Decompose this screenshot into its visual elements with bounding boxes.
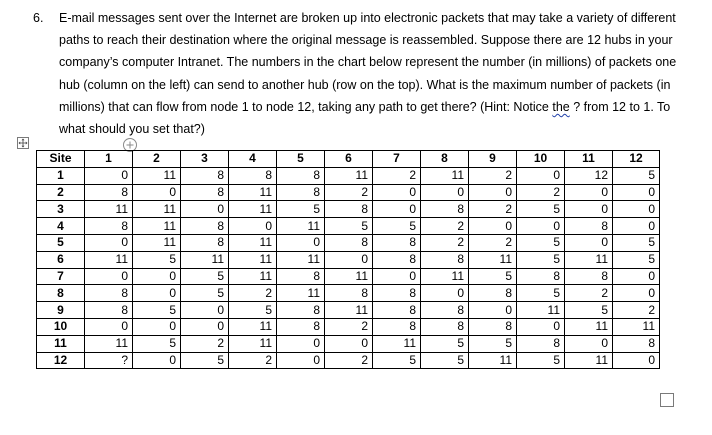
table-cell[interactable]: 0 (133, 352, 181, 369)
table-cell[interactable]: ? (85, 352, 133, 369)
table-cell[interactable]: 0 (373, 201, 421, 218)
table-cell[interactable]: 8 (277, 184, 325, 201)
table-cell[interactable]: 5 (229, 302, 277, 319)
table-cell[interactable]: 8 (517, 335, 565, 352)
table-row (37, 167, 660, 184)
table-cell[interactable]: 11 (565, 251, 613, 268)
row-header-site[interactable]: 2 (37, 184, 85, 201)
table-cell[interactable]: 0 (277, 352, 325, 369)
table-cell[interactable]: 11 (229, 201, 277, 218)
table-cell[interactable]: 8 (373, 302, 421, 319)
question-number: 6. (33, 11, 44, 25)
table-cell[interactable]: 0 (469, 302, 517, 319)
table-cell[interactable]: 11 (613, 318, 660, 335)
question-text-part-1: E-mail messages sent over the Internet are broken up into electronic packets that may take a variety of different paths to reach their destination where the original message is reassembled. Suppose there are 12 hubs in your company’s computer Intranet. The numbers in the chart below represent the number (in millions) of packets one hub (column on the left) can send to another hub (row on the top). What is the maximum number of packets (in millions) that can flow from node 1 to node 12, taking any path to get there? (Hint: Notice (59, 11, 677, 114)
table-cell[interactable]: 5 (517, 285, 565, 302)
table-row (37, 268, 660, 285)
table-row (37, 218, 660, 235)
table-row (37, 184, 660, 201)
table-cell[interactable]: 8 (85, 218, 133, 235)
column-header[interactable]: 7 (373, 151, 421, 168)
resize-handle-icon[interactable] (660, 393, 674, 407)
table-cell[interactable]: 2 (469, 234, 517, 251)
grammar-flagged-word[interactable]: the (552, 99, 570, 114)
row-header-site[interactable]: 11 (37, 335, 85, 352)
table-row (37, 234, 660, 251)
table-cell[interactable]: 11 (181, 251, 229, 268)
table-cell[interactable]: 0 (565, 201, 613, 218)
table-cell[interactable]: 11 (277, 251, 325, 268)
table-row (37, 251, 660, 268)
column-header[interactable]: 1 (85, 151, 133, 168)
table-cell[interactable]: 8 (277, 302, 325, 319)
table-cell[interactable]: 0 (517, 318, 565, 335)
table-cell[interactable]: 5 (613, 167, 660, 184)
column-header[interactable]: 4 (229, 151, 277, 168)
table-cell[interactable]: 11 (85, 335, 133, 352)
table-cell[interactable]: 5 (469, 268, 517, 285)
table-cell[interactable]: 8 (85, 285, 133, 302)
table-cell[interactable]: 8 (373, 318, 421, 335)
table-row (37, 201, 660, 218)
table-cell[interactable]: 8 (421, 201, 469, 218)
table-cell[interactable]: 0 (613, 184, 660, 201)
table-cell[interactable]: 0 (325, 335, 373, 352)
table-cell[interactable]: 8 (565, 268, 613, 285)
table-cell[interactable]: 8 (373, 251, 421, 268)
column-header[interactable]: 6 (325, 151, 373, 168)
question-block (33, 7, 683, 140)
table-cell[interactable]: 5 (565, 302, 613, 319)
table-cell[interactable]: 11 (421, 268, 469, 285)
table-cell[interactable]: 11 (277, 218, 325, 235)
table-cell[interactable]: 0 (325, 251, 373, 268)
table-cell[interactable]: 8 (421, 251, 469, 268)
table-cell[interactable]: 0 (565, 335, 613, 352)
table-cell[interactable]: 0 (85, 318, 133, 335)
table-cell[interactable]: 0 (613, 352, 660, 369)
table-cell[interactable]: 0 (181, 302, 229, 319)
table-cell[interactable]: 8 (325, 201, 373, 218)
table-cell[interactable]: 8 (277, 268, 325, 285)
table-cell[interactable]: 0 (421, 184, 469, 201)
table-cell[interactable]: 0 (613, 201, 660, 218)
table-cell[interactable]: 0 (133, 285, 181, 302)
table-cell[interactable]: 5 (181, 352, 229, 369)
table-cell[interactable]: 11 (229, 268, 277, 285)
table-cell[interactable]: 0 (373, 268, 421, 285)
table-cell[interactable]: 8 (181, 218, 229, 235)
table-cell[interactable]: 11 (229, 318, 277, 335)
table-cell[interactable]: 0 (133, 318, 181, 335)
table-row (37, 285, 660, 302)
table-cell[interactable]: 5 (517, 251, 565, 268)
table-cell[interactable]: 11 (469, 251, 517, 268)
table-cell[interactable]: 11 (85, 251, 133, 268)
column-header[interactable]: 9 (469, 151, 517, 168)
table-cell[interactable]: 8 (565, 218, 613, 235)
table-cell[interactable]: 0 (469, 184, 517, 201)
row-header-site[interactable]: 7 (37, 268, 85, 285)
table-cell[interactable]: 5 (277, 201, 325, 218)
table-cell[interactable]: 0 (517, 167, 565, 184)
table-cell[interactable]: 5 (613, 251, 660, 268)
table-cell[interactable]: 5 (613, 234, 660, 251)
question-text-part-2: ? from 12 to 1. To what should you set that?) (59, 99, 671, 137)
table-cell[interactable]: 8 (325, 285, 373, 302)
table-cell[interactable]: 11 (325, 167, 373, 184)
table-cell[interactable]: 5 (181, 268, 229, 285)
table-cell[interactable]: 0 (277, 335, 325, 352)
table-cell[interactable]: 2 (565, 285, 613, 302)
table-row (37, 318, 660, 335)
table-cell[interactable]: 2 (469, 167, 517, 184)
table-cell[interactable]: 0 (85, 234, 133, 251)
table-cell[interactable]: 0 (133, 268, 181, 285)
move-arrows-icon[interactable] (17, 137, 29, 149)
table-cell[interactable]: 8 (277, 167, 325, 184)
table-cell[interactable]: 8 (229, 167, 277, 184)
row-header-site[interactable]: 12 (37, 352, 85, 369)
table-cell[interactable]: 0 (613, 285, 660, 302)
row-header-site[interactable]: 1 (37, 167, 85, 184)
table-cell[interactable]: 0 (421, 285, 469, 302)
row-header-site[interactable]: 10 (37, 318, 85, 335)
table-cell[interactable]: 11 (133, 167, 181, 184)
table-cell[interactable]: 8 (181, 234, 229, 251)
packet-capacity-table (36, 150, 660, 369)
column-header[interactable]: 11 (565, 151, 613, 168)
table-cell[interactable]: 5 (517, 201, 565, 218)
table-cell[interactable]: 0 (565, 184, 613, 201)
table-cell[interactable]: 0 (181, 318, 229, 335)
table-cell[interactable]: 5 (325, 218, 373, 235)
table-cell[interactable]: 8 (325, 234, 373, 251)
column-header[interactable]: 12 (613, 151, 660, 168)
table-cell[interactable]: 0 (517, 218, 565, 235)
table-row (37, 352, 660, 369)
table-cell[interactable]: 8 (421, 318, 469, 335)
table-cell[interactable]: 2 (325, 318, 373, 335)
table-cell[interactable]: 11 (565, 352, 613, 369)
table-cell[interactable]: 8 (85, 302, 133, 319)
table-row (37, 302, 660, 319)
table-cell[interactable]: 11 (325, 302, 373, 319)
table-cell[interactable]: 11 (229, 184, 277, 201)
row-header-site[interactable]: 5 (37, 234, 85, 251)
table-cell[interactable]: 0 (613, 218, 660, 235)
table-cell[interactable]: 5 (421, 335, 469, 352)
table-cell[interactable]: 5 (421, 352, 469, 369)
table-cell[interactable]: 5 (469, 335, 517, 352)
table-cell[interactable]: 8 (181, 184, 229, 201)
table-cell[interactable]: 5 (133, 302, 181, 319)
table-cell[interactable]: 5 (181, 285, 229, 302)
table-cell[interactable]: 2 (373, 167, 421, 184)
table-cell[interactable]: 5 (517, 352, 565, 369)
row-header-site[interactable]: 4 (37, 218, 85, 235)
table-cell[interactable]: 11 (373, 335, 421, 352)
table-cell[interactable]: 11 (421, 167, 469, 184)
table-cell[interactable]: 2 (325, 184, 373, 201)
table-cell[interactable]: 8 (613, 335, 660, 352)
table-cell[interactable]: 8 (469, 285, 517, 302)
table-cell[interactable]: 8 (85, 184, 133, 201)
table-cell[interactable]: 12 (565, 167, 613, 184)
row-header-site[interactable]: 3 (37, 201, 85, 218)
table-cell[interactable]: 11 (277, 285, 325, 302)
table-cell[interactable]: 8 (373, 234, 421, 251)
row-header-site[interactable]: 6 (37, 251, 85, 268)
row-header-site[interactable]: 8 (37, 285, 85, 302)
table-cell[interactable]: 8 (373, 285, 421, 302)
column-header[interactable]: 5 (277, 151, 325, 168)
table-cell[interactable]: 11 (565, 318, 613, 335)
table-cell[interactable]: 0 (85, 167, 133, 184)
table-cell[interactable]: 5 (373, 218, 421, 235)
table-cell[interactable]: 0 (277, 234, 325, 251)
table-cell[interactable]: 2 (229, 352, 277, 369)
column-header[interactable]: Site (37, 151, 85, 168)
table-cell[interactable]: 11 (85, 201, 133, 218)
question-text (59, 7, 683, 140)
table-cell[interactable]: 5 (517, 234, 565, 251)
table-cell[interactable]: 11 (229, 251, 277, 268)
table-cell[interactable]: 2 (517, 184, 565, 201)
column-header[interactable]: 2 (133, 151, 181, 168)
table-cell[interactable]: 5 (373, 352, 421, 369)
table-cell[interactable]: 11 (517, 302, 565, 319)
table-cell[interactable]: 0 (565, 234, 613, 251)
row-header-site[interactable]: 9 (37, 302, 85, 319)
table-cell[interactable]: 5 (133, 251, 181, 268)
table-cell[interactable]: 11 (133, 234, 181, 251)
table-cell[interactable]: 8 (277, 318, 325, 335)
table-cell[interactable]: 2 (229, 285, 277, 302)
table-cell[interactable]: 0 (373, 184, 421, 201)
table-cell[interactable]: 11 (469, 352, 517, 369)
table-cell[interactable]: 2 (181, 335, 229, 352)
table-cell[interactable]: 0 (469, 218, 517, 235)
table-cell[interactable]: 0 (85, 268, 133, 285)
table-cell[interactable]: 8 (469, 318, 517, 335)
table-cell[interactable]: 11 (229, 335, 277, 352)
table-cell[interactable]: 2 (421, 218, 469, 235)
table-cell[interactable]: 0 (229, 218, 277, 235)
column-header[interactable]: 3 (181, 151, 229, 168)
table-cell[interactable]: 0 (613, 268, 660, 285)
table-cell[interactable]: 2 (469, 201, 517, 218)
table-header-row (37, 151, 660, 168)
table-cell[interactable]: 11 (133, 218, 181, 235)
table-cell[interactable]: 2 (613, 302, 660, 319)
table-cell[interactable]: 8 (517, 268, 565, 285)
table-cell[interactable]: 0 (133, 184, 181, 201)
table-row (37, 335, 660, 352)
table-cell[interactable]: 11 (325, 268, 373, 285)
table-cell[interactable]: 11 (229, 234, 277, 251)
table-cell[interactable]: 11 (133, 201, 181, 218)
table-cell[interactable]: 8 (421, 302, 469, 319)
table-cell[interactable]: 0 (181, 201, 229, 218)
table-cell[interactable]: 2 (421, 234, 469, 251)
table-cell[interactable]: 5 (133, 335, 181, 352)
column-header[interactable]: 10 (517, 151, 565, 168)
table-cell[interactable]: 8 (181, 167, 229, 184)
table-cell[interactable]: 2 (325, 352, 373, 369)
column-header[interactable]: 8 (421, 151, 469, 168)
